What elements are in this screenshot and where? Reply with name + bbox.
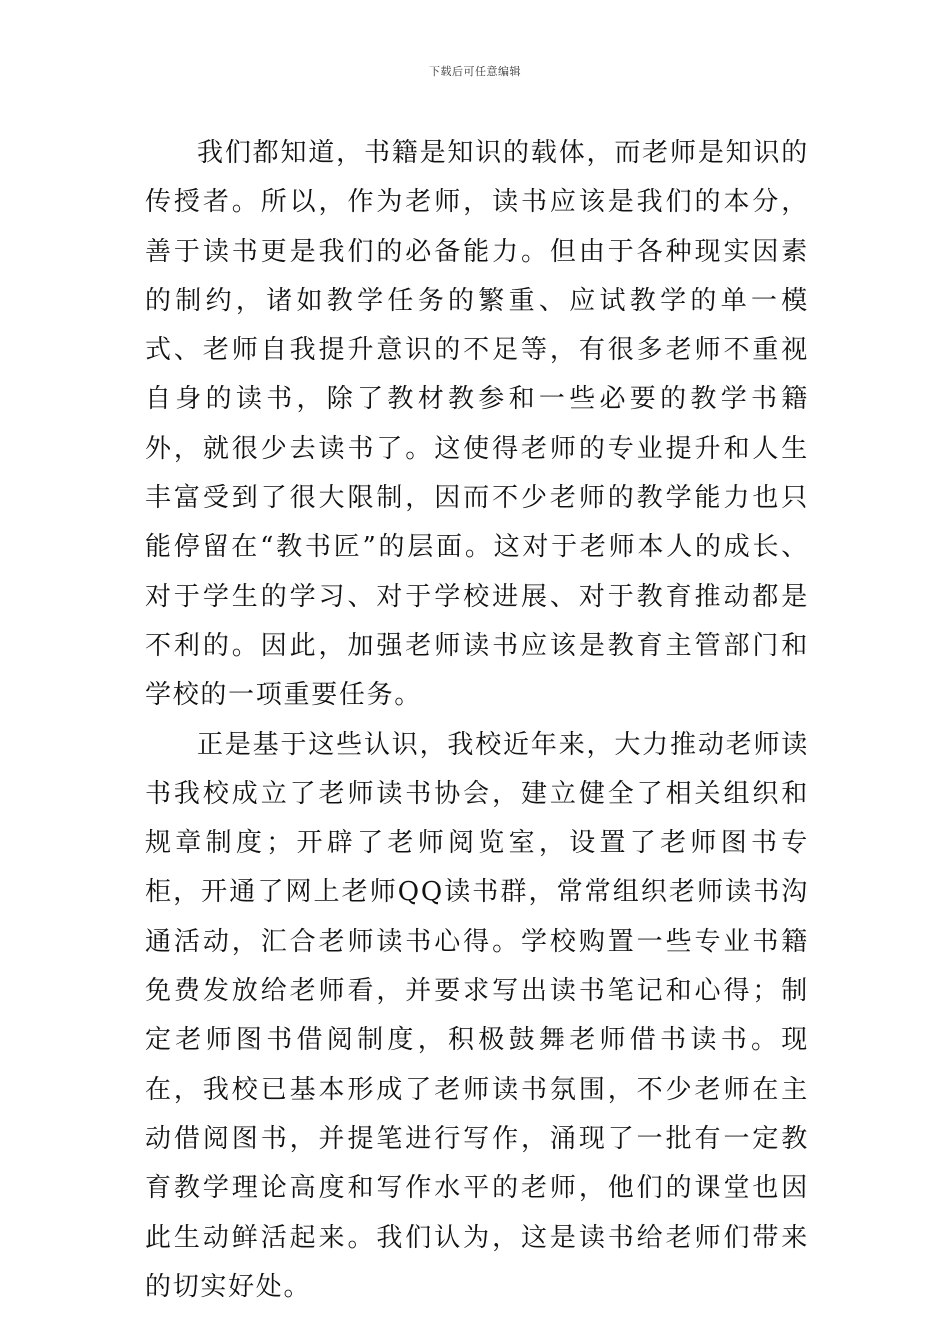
paragraph-2: 正是基于这些认识，我校近年来，大力推动老师读书我校成立了老师读书协会，建立健全了相关组织和规章制度；开辟了老师阅览室，设置了老师图书专柜，开通了网上老师QQ读书群，常常组织老师读书沟通活动，汇合老师读书心得。学校购置一些专业书籍免费发放给老师看，并要求写出读书笔记和心得；制定老师图书借阅制度，积极鼓舞老师借书读书。现在，我校已基本形成了老师读书氛围，不少老师在主动借阅图书，并提笔进行写作，涌现了一批有一定教育教学理论高度和写作水平的老师，他们的课堂也因此生动鲜活起来。我们认为，这是读书给老师们带来的切实好处。 (145, 729, 809, 1302)
page-header-note: 下载后可任意编辑 (429, 65, 521, 78)
paragraph-1: 我们都知道，书籍是知识的载体，而老师是知识的传授者。所以，作为老师，读书应该是我们的本分，善于读书更是我们的必备能力。但由于各种现实因素的制约，诸如教学任务的繁重、应试教学的单一模式、老师自我提升意识的不足等，有很多老师不重视自身的读书，除了教材教参和一些必要的教学书籍外，就很少去读书了。这使得老师的专业提升和人生丰富受到了很大限制，因而不少老师的教学能力也只能停留在“教书匠”的层面。这对于老师本人的成长、对于学生的学习、对于学校进展、对于教育推动都是不利的。因此，加强老师读书应该是教育主管部门和学校的一项重要任务。 (145, 138, 809, 711)
document-body (145, 129, 809, 1312)
